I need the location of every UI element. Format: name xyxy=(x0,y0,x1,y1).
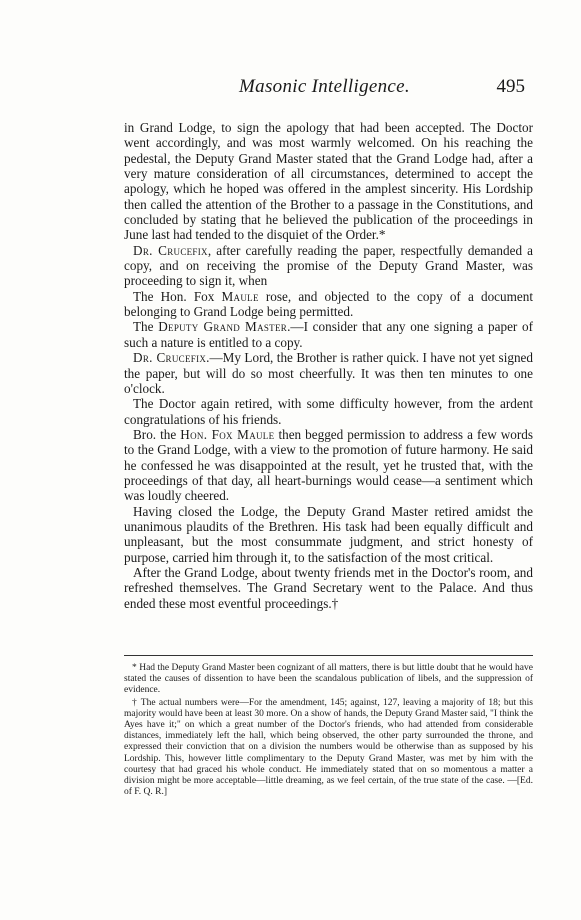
paragraph: Dr. Crucefix.—My Lord, the Brother is rather quick. I have not yet signed the paper, but will do so most cheerfully. It was then ten minutes to one o'clock. xyxy=(124,350,533,396)
speaker-name: Deputy Grand Master xyxy=(158,319,288,335)
footnotes xyxy=(124,663,533,798)
speaker-name: Hon. Fox Maule xyxy=(180,426,275,442)
speaker-name: Dr. Crucefix xyxy=(133,350,207,366)
paragraph: Bro. the Hon. Fox Maule then begged permission to address a few words to the Grand Lodge, with a view to the promotion of future harmony. He said he confessed he was disappointed at the result, yet he trusted that, with the proceedings of that day, all heart-burnings would cease—a sentiment which was loudly cheered. xyxy=(124,426,533,504)
page-number: 495 xyxy=(496,76,525,97)
paragraph: in Grand Lodge, to sign the apology that had been accepted. The Doctor went accordingly, and was most warmly welcomed. On his reaching the pedestal, the Deputy Grand Master stated that the Grand Lodge had, after a very mature consideration of all circumstances, determined to accept the apology, which he hoped was offered in the amplest sincerity. His Lordship then called the attention of the Brother to a passage in the Constitutions, and concluded by stating that he believed the publication of the proceedings in June last had tended to the disquiet of the Order.* xyxy=(124,120,533,243)
running-title: Masonic Intelligence. xyxy=(239,76,410,97)
paragraph: Dr. Crucefix, after carefully reading the paper, respectfully demanded a copy, and on receiving the promise of the Deputy Grand Master, was proceeding to sign it, when xyxy=(124,242,534,289)
paragraph: After the Grand Lodge, about twenty friends met in the Doctor's room, and refreshed themselves. The Grand Secretary went to the Palace. And thus ended these most eventful proceedings.† xyxy=(124,564,533,611)
speaker-name: Maule xyxy=(221,288,259,304)
paragraph: The Hon. Fox Maule rose, and objected to the copy of a document belonging to Grand Lodge being permitted. xyxy=(124,288,533,320)
footnote: * Had the Deputy Grand Master been cognizant of all matters, there is but little doubt that he would have stated the causes of dissention to have been the scandalous publication of libels, and the suppression of evidence. xyxy=(124,663,533,696)
paragraph: The Doctor again retired, with some difficulty however, from the ardent congratulations of his friends. xyxy=(124,396,533,427)
paragraph: Having closed the Lodge, the Deputy Grand Master retired amidst the unanimous plaudits of the Brethren. His task had been equally difficult and unpleasant, but the most consummate judgment, and strict honesty of purpose, carried him through it, to the satisfaction of the most critical. xyxy=(124,503,533,565)
page-header xyxy=(124,76,525,104)
paragraph: The Deputy Grand Master.—I consider that any one signing a paper of such a nature is entitled to a copy. xyxy=(124,319,533,350)
footnote-divider xyxy=(124,655,533,656)
footnote: † The actual numbers were—For the amendment, 145; against, 127, leaving a majority of 18; but this majority would have been at least 30 more. On a show of hands, the Deputy Grand Master said, "I think the Ayes have it;" on which a great number of the Doctor's friends, who had attended from considerable distances, immediately left the hall, which being observed, the other party surrounded the throne, and expressed their conviction that on a division the numbers would be otherwise than as supposed by his Lordship. This, however little complimentary to the Deputy Grand Master, was met by him with the courtesy that had graced his whole conduct. He immediately stated that on so momentous a matter a division might be more acceptable—little dreaming, as we feel certain, of the true state of the case. —[Ed. of F. Q. R.] xyxy=(124,697,533,798)
body-text xyxy=(124,120,533,611)
speaker-name: Dr. Crucefix xyxy=(133,242,208,258)
